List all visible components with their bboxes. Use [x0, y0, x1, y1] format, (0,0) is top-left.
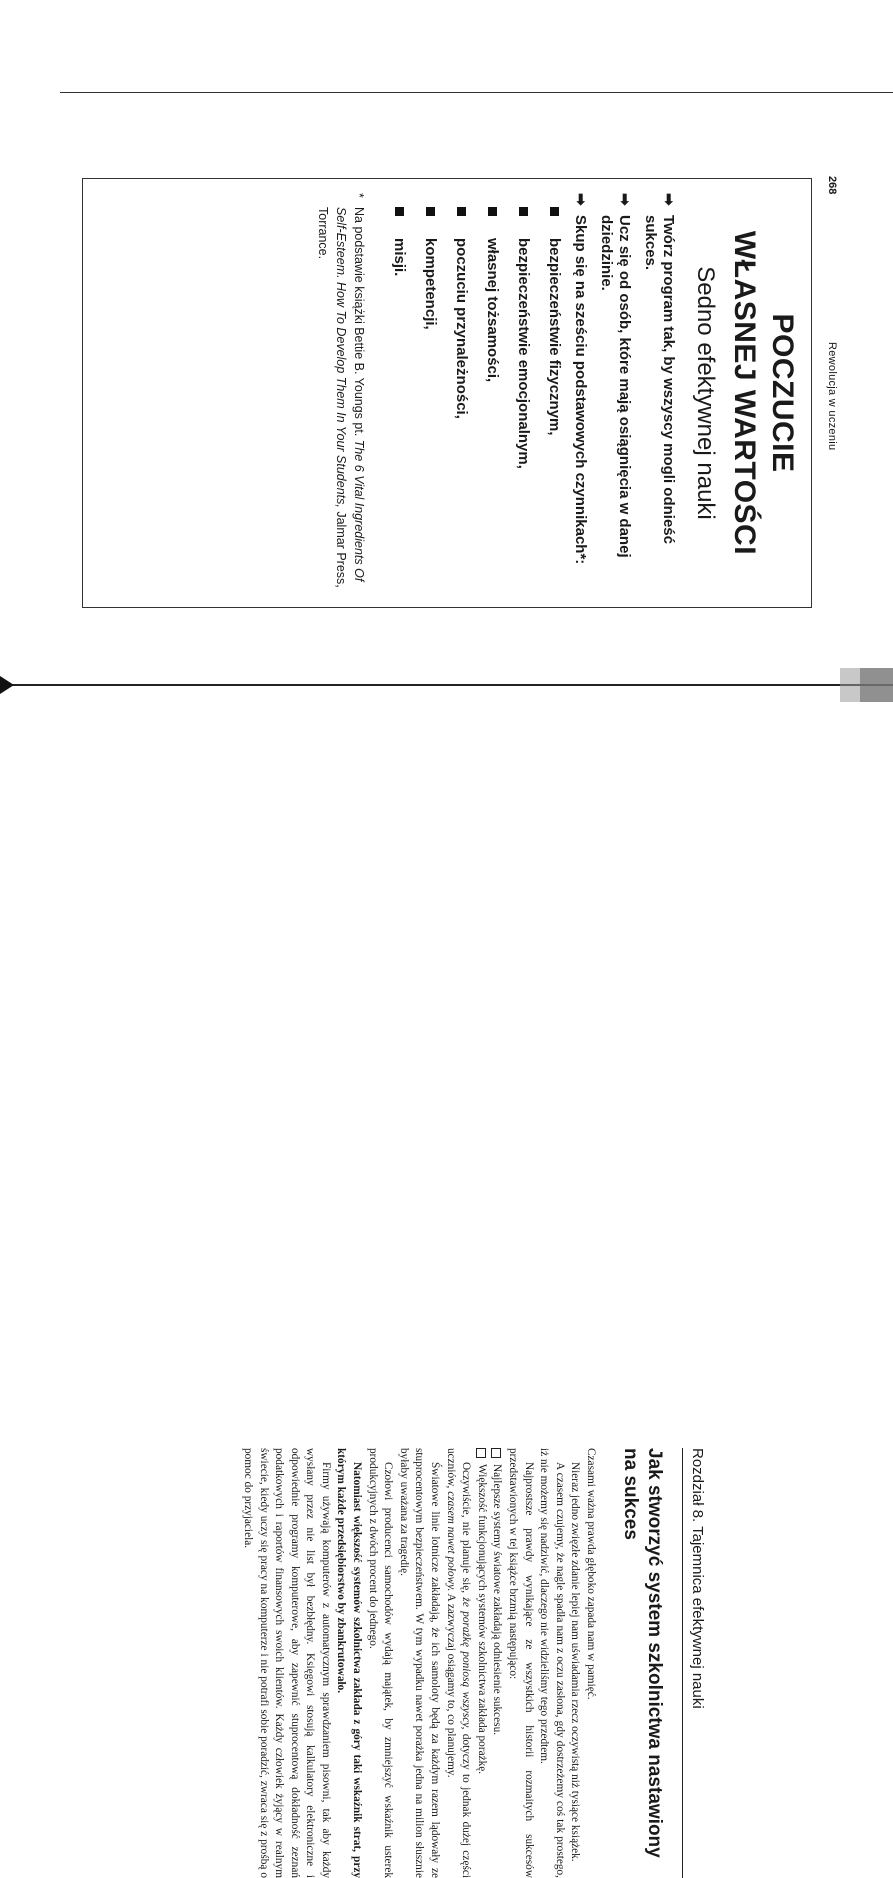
- paragraph-part: A zazwyczaj osiągamy to, co planujemy.: [444, 1593, 457, 1778]
- arrow-item-text: Skup się na sześciu podstawowych czynnikach*:: [572, 215, 589, 565]
- box-subtitle: Sedno efektywnej nauki: [692, 266, 719, 520]
- list-item-text: bezpieczeństwie emocjonalnym,: [515, 238, 532, 469]
- footnote-text-b: Jalmar Press, Torrance.: [316, 207, 348, 588]
- square-bullet-icon: [519, 207, 528, 216]
- square-bullet-icon: [426, 207, 435, 216]
- upper-page: [0, 0, 893, 660]
- list-item-text: własnej tożsamości,: [484, 238, 501, 383]
- box-title-line2: WŁASNEJ WARTOŚCI: [728, 230, 761, 556]
- arrow-bullet-icon: ➡: [572, 193, 589, 206]
- square-bullet-icon: [457, 207, 466, 216]
- paragraph-emphasis: że porażkę poniosą wszyscy,: [460, 1597, 473, 1730]
- arrow-item: [597, 193, 633, 593]
- paragraph: Światowe linie lotnicze zakładają, że ich samoloty będą za każdym razem lądowały ze stuprocentowym bezpieczeństwem. W tym wypadku nawet porażka jedna na milion słusznie byłaby uważana za tragedię.: [397, 1448, 442, 1878]
- paragraph-part: Oczywiście, nie planuje się,: [460, 1462, 473, 1594]
- section-title: Jak stworzyć system szkolnictwa nastawiony na sukces: [620, 1448, 665, 1858]
- lower-page: [0, 700, 893, 1878]
- page-fold-shadow: [0, 668, 893, 702]
- paragraph: [333, 1448, 364, 1878]
- list-item-text: misji.: [391, 238, 408, 277]
- list-item-text: bezpieczeństwie fizycznym,: [546, 238, 563, 436]
- footnote-text-a: Na podstawie książki Bettie B. Youngs pt.: [352, 207, 366, 437]
- paragraph-bold: Natomiast większość systemów szkolnictwa zakłada z góry taki wskaźnik strat, przy którym każde przedsiębiorstwo by zbankrutowało.: [335, 1448, 364, 1878]
- arrow-item-text: Twórz program tak, by wszyscy mogli odnieść sukces.: [642, 215, 677, 544]
- arrow-item: [571, 193, 589, 593]
- arrow-item-text: Ucz się od osób, które mają osiągnięcia w danej dziedzinie.: [598, 215, 633, 558]
- factors-list: [390, 193, 563, 593]
- footnote-marker: *: [352, 193, 366, 198]
- list-item: [514, 193, 532, 593]
- square-bullet-icon: [550, 207, 559, 216]
- box-title-line1: POCZUCIE: [766, 313, 799, 473]
- arrow-bullet-icon: ➡: [616, 193, 633, 206]
- footnote-book-title: The 6 Vital Ingredients Of Self-Esteem. How To Develop Them In Your Students,: [334, 207, 366, 582]
- footnote-body: [314, 207, 368, 593]
- upper-page-rotated-content: [72, 176, 842, 636]
- square-bullet-icon: [395, 207, 404, 216]
- box-bullet-text: Najlepsze systemy światowe zakładają odniesienie sukcesu.: [491, 1464, 504, 1736]
- lower-page-rotated-content: [46, 1448, 706, 1878]
- paragraph-part: dotyczy to jednak dużej części uczniów,: [444, 1448, 473, 1878]
- paragraph: Nieraz jedno zwięzłe zdanie lepiej nam uświadamia rzecz oczywistą niż tysiące książek.: [569, 1462, 582, 1862]
- paragraph-emphasis: czasem nawet połowy.: [444, 1491, 457, 1592]
- paragraph: A czasem czujemy, że nagle spadła nam z oczu zasłona, gdy dostrzeżemy coś tak prostego, iż nie możemy się nadziwić, dlaczego nie widzieliśmy tego przedtem.: [538, 1448, 566, 1878]
- arrow-bullet-icon: ➡: [660, 193, 677, 206]
- paragraph: Firmy używają komputerów z automatycznym sprawdzaniem pisowni, tak aby każdy wysłany przez nie list był bezbłędny. Księgowi stosują kalkulatory elektroniczne i odpowiednie programy komputerowe, aby zapewnić stuprocentową dokładność zeznań podatkowych i raportów finansowych swoich klientów. Każdy człowiek żyjący w realnym świecie, kiedy uczy się pracy na komputerze i nie potrafi sobie poradzić, zwraca się z prośbą o pomoc do przyjaciela.: [241, 1448, 332, 1878]
- list-item: [421, 193, 439, 593]
- body-text: [239, 1448, 598, 1878]
- box-bullet-item: [473, 1448, 489, 1878]
- square-bullet-icon: [488, 207, 497, 216]
- box-bullet-text: Większość funkcjonujących systemów szkolnictwa zakłada porażkę.: [475, 1464, 488, 1775]
- checkbox-square-icon: [491, 1448, 501, 1458]
- list-item: [545, 193, 563, 593]
- footnote: [314, 193, 368, 593]
- list-item-text: poczuciu przynależności,: [453, 238, 470, 419]
- paragraph: Czasami ważna prawda głęboko zapada nam w pamięć.: [585, 1448, 597, 1700]
- list-item: [452, 193, 470, 593]
- chapter-heading: Rozdział 8. Tajemnica efektywnej nauki: [682, 1448, 706, 1878]
- list-item-text: kompetencji,: [422, 238, 439, 330]
- paragraph: Czołowi producenci samochodów wydają majątek, by zmniejszyć wskaźnik usterek produkcyjnych z dwóch procent do jednego.: [366, 1448, 395, 1878]
- checkbox-square-icon: [476, 1448, 486, 1458]
- self-esteem-box: [82, 178, 812, 608]
- arrow-item: [641, 193, 677, 593]
- paragraph: [442, 1448, 473, 1878]
- list-item: [483, 193, 501, 593]
- running-header: [822, 176, 842, 636]
- box-bullet-item: [489, 1448, 505, 1878]
- list-item: [390, 193, 408, 593]
- running-head-title: Rewolucja w uczeniu: [826, 342, 838, 451]
- paragraph: Najprostsze prawdy wynikające ze wszystkich historii rozmaitych sukcesów przedstawionych w tej książce brzmią następująco:: [507, 1448, 535, 1878]
- page-number: 268: [826, 176, 838, 195]
